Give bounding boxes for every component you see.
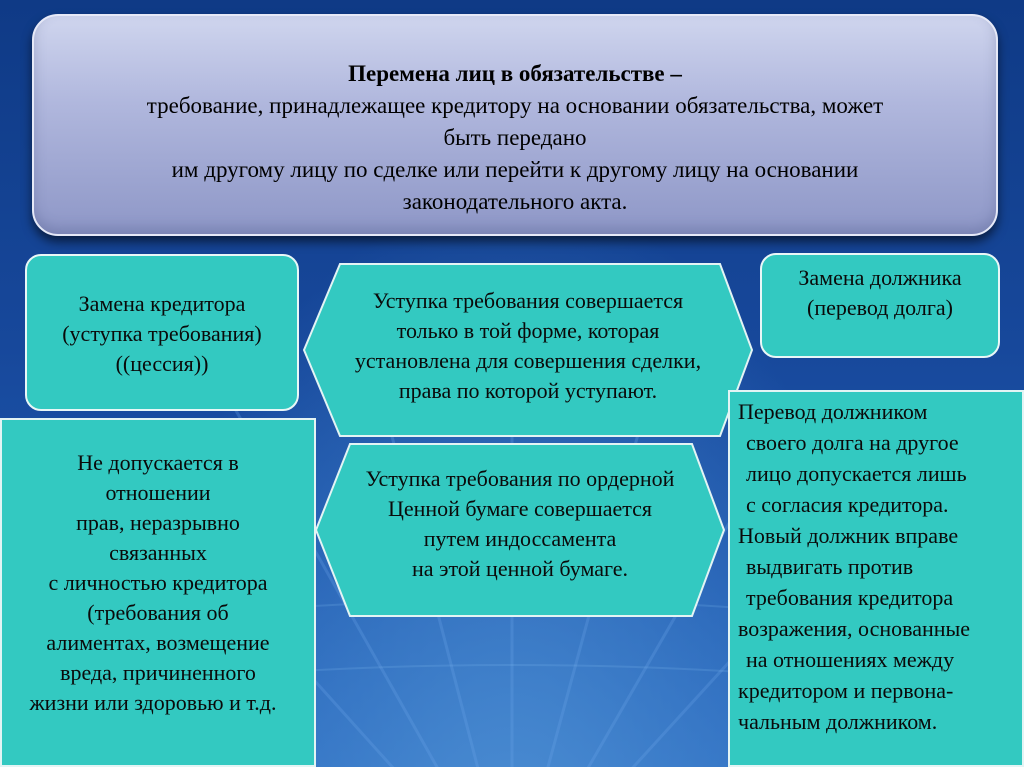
assignment-form-line: установлена для совершения сделки, — [354, 348, 702, 373]
assignment-form-line: права по которой уступают. — [398, 378, 658, 403]
definition-header — [32, 14, 998, 236]
restriction-line: жизни или здоровью и т.д. — [29, 690, 277, 715]
definition-line: требование, принадлежащее кредитору на основании обязательства, может — [146, 93, 884, 118]
restriction-line: связанных — [109, 540, 207, 565]
assignment-form-line: только в той форме, которая — [396, 318, 660, 343]
restriction-line: Не допускается в — [77, 450, 239, 475]
restriction-line: прав, неразрывно — [76, 510, 240, 535]
definition-line: быть передано — [443, 125, 587, 150]
debt-transfer-line: на отношениях между — [746, 647, 955, 672]
restriction-line: с личностью кредитора — [48, 570, 268, 595]
restriction-line: (требования об — [87, 600, 229, 625]
debt-transfer-line: с согласия кредитора. — [746, 492, 949, 517]
debtor-replacement-line: (перевод долга) — [807, 295, 953, 320]
debt-transfer-line: лицо допускается лишь — [746, 461, 967, 486]
debt-transfer-line: Перевод должником — [738, 399, 928, 424]
debt-transfer-line: выдвигать против — [746, 554, 914, 579]
debt-transfer-line: Новый должник вправе — [738, 523, 959, 548]
debtor-replacement-box — [760, 253, 1000, 358]
debt-transfer-line: кредитором и первона- — [738, 678, 954, 703]
assignment-form-hexagon — [302, 262, 754, 438]
order-security-line: на этой ценной бумаге. — [411, 556, 629, 581]
debt-transfer-line: возражения, основанные — [738, 616, 971, 641]
definition-line: им другому лицу по сделке или перейти к другому лицу на основании — [171, 157, 859, 182]
creditor-replacement-box — [25, 254, 299, 411]
assignment-form-line: Уступка требования совершается — [372, 288, 684, 313]
definition-line: законодательного акта. — [402, 189, 628, 214]
assignment-restriction-box — [0, 418, 316, 767]
restriction-line: вреда, причиненного — [60, 660, 256, 685]
debt-transfer-line: чальным должником. — [738, 709, 938, 734]
debt-transfer-line: своего долга на другое — [746, 430, 959, 455]
debt-transfer-line: требования кредитора — [746, 585, 954, 610]
debtor-replacement-line: Замена должника — [798, 265, 962, 290]
creditor-replacement-line: (уступка требования) — [62, 321, 262, 346]
restriction-line: отношении — [105, 480, 211, 505]
definition-title: Перемена лиц в обязательстве – — [348, 61, 682, 86]
restriction-line: алиментах, возмещение — [46, 630, 270, 655]
order-security-line: путем индоссамента — [423, 526, 617, 551]
order-security-hexagon — [314, 442, 726, 618]
debt-transfer-box — [728, 390, 1024, 767]
creditor-replacement-line: Замена кредитора — [78, 291, 246, 316]
order-security-line: Уступка требования по ордерной — [365, 466, 675, 491]
creditor-replacement-line: ((цессия)) — [115, 351, 209, 376]
order-security-line: Ценной бумаге совершается — [387, 496, 653, 521]
